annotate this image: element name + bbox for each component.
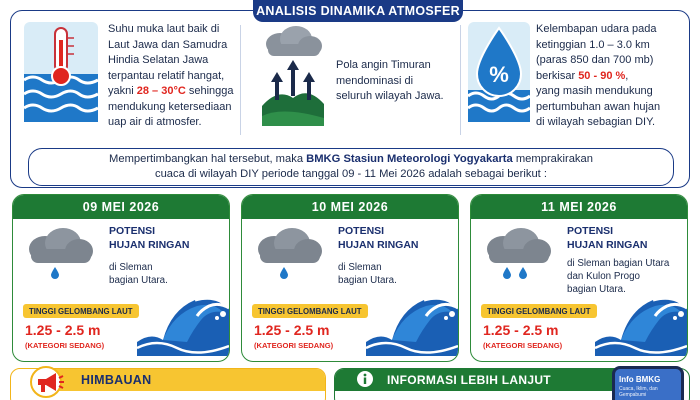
forecast-card-day3 <box>470 194 688 362</box>
cloud-updraft-icon <box>262 26 324 131</box>
ocean-wave-icon <box>366 286 458 361</box>
potensi-label: POTENSI <box>567 225 614 237</box>
banner-title: ANALISIS DINAMIKA ATMOSFER <box>253 0 463 22</box>
forecast-date: 09 MEI 2026 <box>13 195 229 219</box>
humidity-drop-icon <box>468 22 530 127</box>
wind-text: Pola angin Timuran mendominasi di seluruh wilayah Jawa. <box>336 59 444 102</box>
wave-category: (KATEGORI SEDANG) <box>254 341 334 350</box>
forecast-location: di Sleman bagian Utara dan Kulon Progo bagian Utara. <box>567 258 670 295</box>
wave-height-label: TINGGI GELOMBANG LAUT <box>481 304 597 318</box>
wave-height-label: TINGGI GELOMBANG LAUT <box>23 304 139 318</box>
megaphone-icon <box>30 366 70 400</box>
forecast-location: di Sleman bagian Utara. <box>338 262 397 286</box>
potensi-label: POTENSI <box>338 225 385 237</box>
wave-height-label: TINGGI GELOMBANG LAUT <box>252 304 368 318</box>
sst-range: 28 – 30°C <box>136 85 186 97</box>
app-title: Info BMKG <box>619 375 661 384</box>
wave-height-value: 1.25 - 2.5 m <box>254 322 330 338</box>
weather-condition: HUJAN RINGAN <box>338 238 419 251</box>
info-icon <box>356 370 374 393</box>
forecast-card-day2 <box>241 194 459 362</box>
wave-height-value: 1.25 - 2.5 m <box>483 322 559 338</box>
wave-height-value: 1.25 - 2.5 m <box>25 322 101 338</box>
app-subtitle: Cuaca, Iklim, dan Gempabumi <box>619 386 658 398</box>
bmkg-app-phone <box>612 366 684 400</box>
sst-text: Suhu muka laut baik di Laut Jawa dan Samudra Hindia Selatan Jawa terpantau relatif hangat, yakni 28 – 30°C sehingga mendukung ketersediaan uap air di atmosfer. <box>108 23 234 128</box>
ocean-wave-icon <box>595 286 687 361</box>
forecast-date: 10 MEI 2026 <box>242 195 458 219</box>
rain-cloud-icon <box>25 227 97 284</box>
rain-cloud-icon <box>254 227 326 284</box>
svg-text:%: % <box>489 62 509 87</box>
column-divider <box>240 25 241 135</box>
forecast-card-day1 <box>12 194 230 362</box>
info-title: INFORMASI LEBIH LANJUT <box>335 369 625 391</box>
potensi-label: POTENSI <box>109 225 156 237</box>
forecast-statement: Mempertimbangkan hal tersebut, maka BMKG Stasiun Meteorologi Yogyakarta memprakirakan cuaca di wilayah DIY periode tanggal 09 - 11 Mei 2026 adalah sebagai berikut : <box>28 148 674 186</box>
humidity-range: 50 - 90 % <box>578 69 626 82</box>
weather-condition: HUJAN RINGAN <box>109 238 190 251</box>
humidity-text: Kelembapan udara pada ketinggian 1.0 – 3.0 km (paras 850 dan 700 mb) berkisar 50 - 90 %, yang masih mendukung pertumbuhan awan hujan di wilayah sebagian DIY. <box>536 23 661 128</box>
station-name: BMKG Stasiun Meteorologi Yogyakarta <box>306 153 513 165</box>
forecast-date: 11 MEI 2026 <box>471 195 687 219</box>
rain-cloud-icon <box>483 227 555 284</box>
weather-condition: HUJAN RINGAN <box>567 238 648 251</box>
ocean-wave-icon <box>137 286 229 361</box>
wave-category: (KATEGORI SEDANG) <box>483 341 563 350</box>
forecast-location: di Sleman bagian Utara. <box>109 262 168 286</box>
wave-category: (KATEGORI SEDANG) <box>25 341 105 350</box>
column-divider <box>460 25 461 135</box>
thermometer-sea-icon <box>24 22 98 127</box>
himbauan-title: HIMBAUAN <box>41 369 326 391</box>
